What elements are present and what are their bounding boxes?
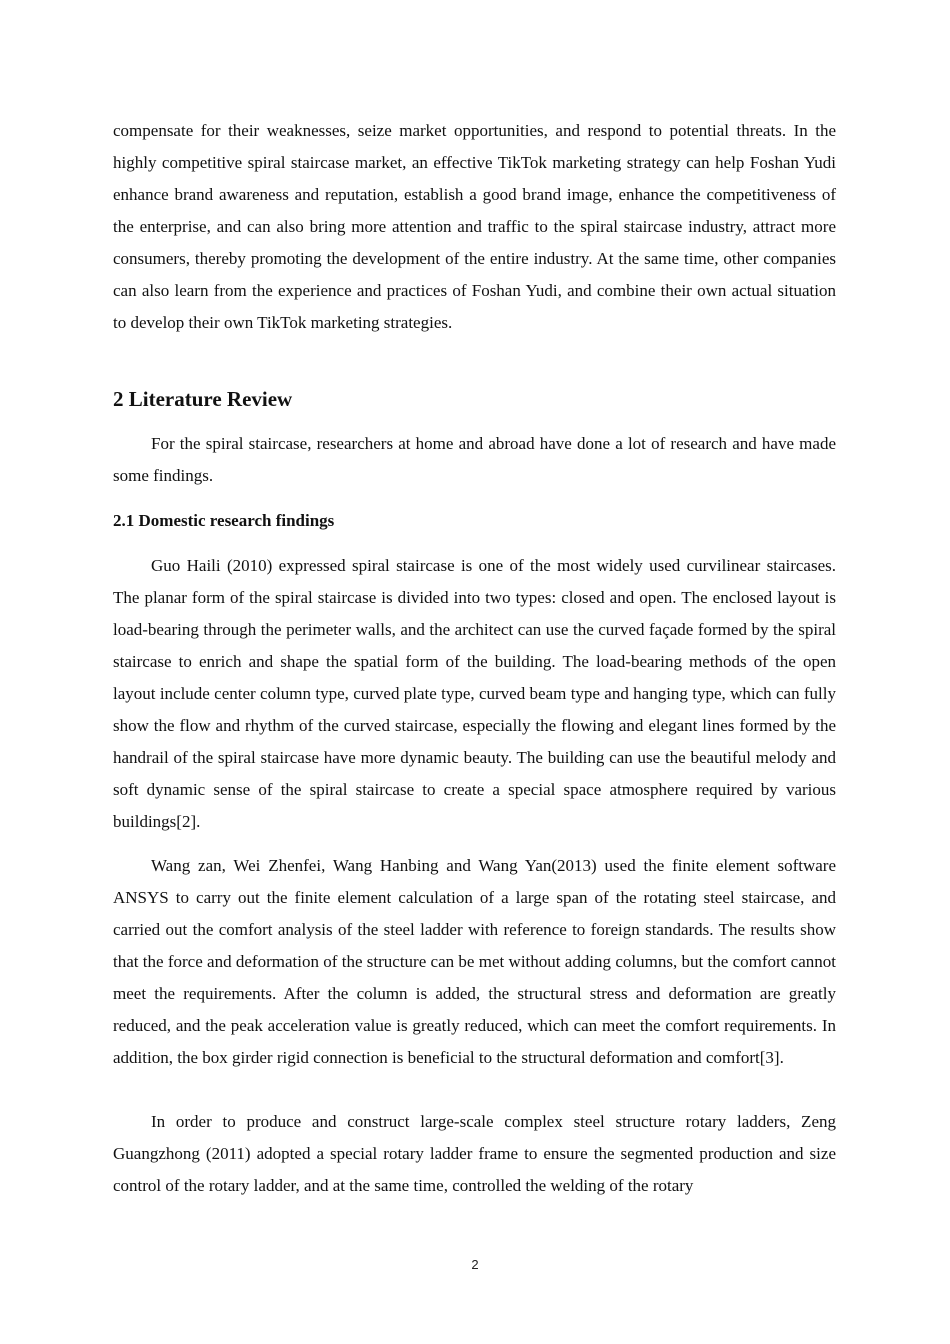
subsection-heading-domestic-findings: 2.1 Domestic research findings: [113, 511, 335, 530]
paragraph-zeng-guangzhong: In order to produce and construct large-scale complex steel structure rotary ladders, Zeng Guangzhong (2011) adopted a special rotary ladder frame to ensure the segmented production and size control of the rotary ladder, and at the same time, controlled the welding of the rotary: [113, 1112, 836, 1195]
paragraph-guo-block: [113, 550, 836, 838]
section-heading-literature-review: 2 Literature Review: [113, 387, 293, 411]
paragraph-wang-zan: Wang zan, Wei Zhenfei, Wang Hanbing and Wang Yan(2013) used the finite element software ANSYS to carry out the finite element calculation of a large span of the rotating steel staircase, and carried out the comfort analysis of the steel ladder with reference to foreign standards. The results show that the force and deformation of the structure can be met without adding columns, but the comfort cannot meet the requirements. After the column is added, the structural stress and deformation are greatly reduced, and the peak acceleration value is greatly reduced, which can meet the comfort requirements. In addition, the box girder rigid connection is beneficial to the structural deformation and comfort[3].: [113, 856, 836, 1067]
paragraph-zeng-block: [113, 1106, 836, 1202]
paragraph-guo-haili: Guo Haili (2010) expressed spiral staircase is one of the most widely used curvilinear staircases. The planar form of the spiral staircase is divided into two types: closed and open. The enclosed layout is load-bearing through the perimeter walls, and the architect can use the curved façade formed by the spiral staircase to enrich and shape the spatial form of the building. The load-bearing methods of the open layout include center column type, curved plate type, curved beam type and hanging type, which can fully show the flow and rhythm of the curved staircase, especially the flowing and elegant lines formed by the handrail of the spiral staircase have more dynamic beauty. The building can use the beautiful melody and soft dynamic sense of the spiral staircase to create a special space atmosphere required by various buildings[2].: [113, 556, 836, 831]
paragraph-intro-continuation-block: [113, 115, 836, 339]
page-number: 2: [471, 1257, 479, 1272]
paragraph-literature-intro: For the spiral staircase, researchers at home and abroad have done a lot of research and have made some findings.: [113, 434, 836, 485]
paragraph-literature-intro-block: [113, 428, 836, 492]
paragraph-intro-continuation: compensate for their weaknesses, seize market opportunities, and respond to potential threats. In the highly competitive spiral staircase market, an effective TikTok marketing strategy can help Foshan Yudi enhance brand awareness and reputation, establish a good brand image, enhance the competitiveness of the enterprise, and can also bring more attention and traffic to the spiral staircase industry, attract more consumers, thereby promoting the development of the entire industry. At the same time, other companies can also learn from the experience and practices of Foshan Yudi, and combine their own actual situation to develop their own TikTok marketing strategies.: [113, 121, 836, 332]
paragraph-wang-block: [113, 850, 836, 1074]
